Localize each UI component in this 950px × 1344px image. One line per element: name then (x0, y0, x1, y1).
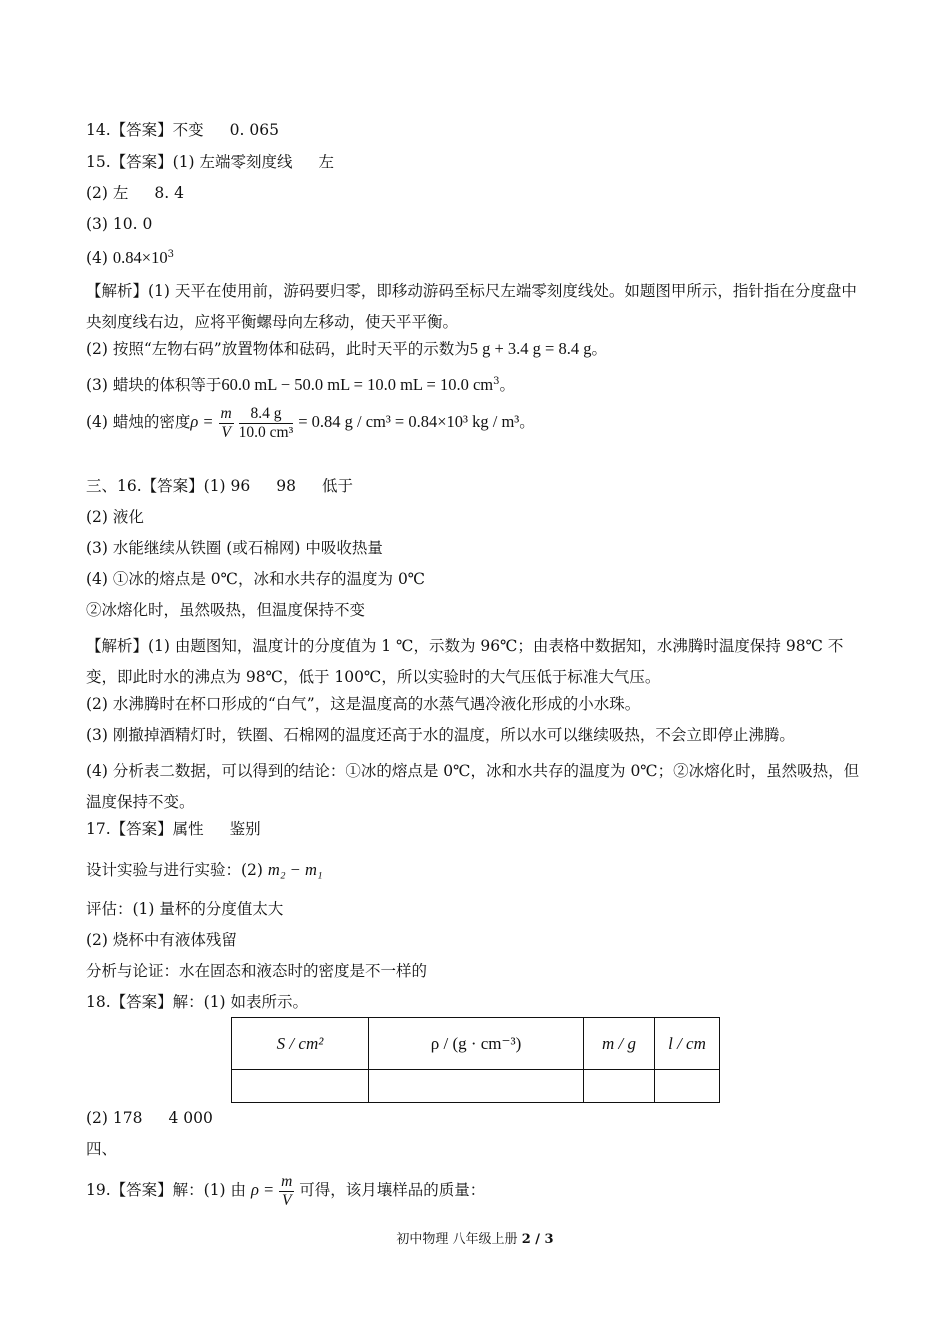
q16-explanation-4: (4) 分析表二数据，可以得到的结论：①冰的熔点是 0℃，冰和水共存的温度为 0℃；②冰熔化时，虽然吸热，但温度保持不变。 (86, 762, 860, 811)
q17-design (86, 860, 323, 880)
q17-eval-1: 评估：(1) 量杯的分度值太大 (86, 900, 284, 918)
q16-explanation-2: (2) 水沸腾时在杯口形成的“白气”，这是温度高的水蒸气遇冷液化形成的小水珠。 (86, 695, 641, 713)
q16-line-3: (3) 水能继续从铁圈 (或石棉网) 中吸收热量 (86, 539, 383, 557)
q15-exp4-end: 。 (519, 413, 535, 431)
q19-line-1 (86, 1170, 485, 1210)
q18-table-cell (655, 1070, 720, 1103)
q15-a2-value: 8. 4 (154, 184, 184, 202)
q15-explanation-4 (86, 402, 535, 442)
q18-table-header-s: S / cm² (232, 1018, 369, 1070)
q19-label: 19.【答案】解：(1) 由 (86, 1181, 247, 1199)
page-number: 2 / 3 (521, 1232, 554, 1247)
q15-line-2 (86, 183, 184, 203)
q18-table-header-row (232, 1018, 720, 1070)
q15-exp3-exp: 3 (493, 376, 500, 387)
q18-a2-value: 4 000 (168, 1109, 213, 1127)
q15-line-3: (3) 10. 0 (86, 215, 153, 233)
q17-analysis: 分析与论证：水在固态和液态时的密度是不一样的 (86, 962, 428, 980)
q18-line-1: 18.【答案】解：(1) 如表所示。 (86, 993, 309, 1011)
q17-a1-label: 17.【答案】属性 (86, 820, 204, 838)
q19-rho: ρ = (250, 1180, 275, 1199)
q17-line-1 (86, 819, 261, 839)
q15-exp4-rest: = 0.84 g / cm³ = 0.84×10³ kg / m³ (298, 412, 520, 431)
q14-line (86, 120, 279, 140)
q17-design-math: m₂ − m₁ (267, 860, 323, 879)
q18-line-2 (86, 1108, 213, 1128)
q18-table-header-m: m / g (584, 1018, 655, 1070)
q15-exp2-end: 。 (591, 340, 607, 358)
q15-exp4-text: (4) 蜡烛的密度 (86, 413, 191, 431)
q17-design-label: 设计实验与进行实验：(2) (86, 861, 263, 879)
q16-a1-label: 三、16.【答案】(1) 96 (86, 477, 251, 495)
q16-line-4: (4) ①冰的熔点是 0℃，冰和水共存的温度为 0℃ (86, 570, 426, 588)
q19-rest: 可得，该月壤样品的质量： (299, 1181, 486, 1199)
q15-exp4-fv: V (221, 423, 231, 441)
q16-line-2: (2) 液化 (86, 508, 144, 526)
q15-explanation-2 (86, 339, 607, 359)
q15-exp4-fraction-mv (219, 405, 234, 442)
q15-a4-math: 0.84×10 (112, 248, 168, 268)
footer-text: 初中物理 八年级上册 (396, 1232, 518, 1247)
q18-table-empty-row (232, 1070, 720, 1103)
q16-explanation-3: (3) 刚撤掉酒精灯时，铁圈、石棉网的温度还高于水的温度，所以水可以继续吸热，不会立即停止沸腾。 (86, 726, 795, 744)
q15-exp4-fn: 8.4 g (239, 405, 294, 424)
q15-a2-label: (2) 左 (86, 184, 129, 202)
q17-a1-value: 鉴别 (229, 820, 261, 838)
q15-exp3-text: (3) 蜡块的体积等于 (86, 376, 222, 395)
section-4-heading: 四、 (86, 1140, 118, 1158)
q18-table-cell (232, 1070, 369, 1103)
q15-exp2-math: 5 g + 3.4 g = 8.4 g (469, 339, 592, 358)
q15-exp3-math: 60.0 mL − 50.0 mL = 10.0 mL = 10.0 cm (221, 375, 494, 395)
q15-exp4-fm: m (220, 404, 232, 422)
q19-fm: m (281, 1172, 293, 1190)
q16-a1-v2: 98 (276, 477, 296, 495)
q18-table (231, 1017, 720, 1103)
q15-a4-label: (4) (86, 249, 108, 268)
q15-a4-exp: 3 (167, 249, 174, 260)
q15-exp4-rho: ρ = (190, 412, 214, 431)
q19-fraction (279, 1173, 294, 1210)
q15-a1-value: 左 (318, 153, 335, 171)
q18-table-header-l: l / cm (655, 1018, 720, 1070)
q19-fv: V (281, 1191, 292, 1209)
q15-line-4 (86, 245, 174, 268)
q18-table-cell (584, 1070, 655, 1103)
q15-exp4-fd: 10.0 cm³ (238, 423, 294, 441)
q15-exp4-fraction-values (239, 405, 294, 442)
q16-line-5: ②冰熔化时，虽然吸热，但温度保持不变 (86, 601, 366, 619)
q16-a1-v3: 低于 (322, 477, 354, 495)
q18-table-cell (369, 1070, 584, 1103)
q16-explanation-1: 【解析】(1) 由题图知，温度计的分度值为 1 ℃，示数为 96℃；由表格中数据知，水沸腾时温度保持 98℃ 不变，即此时水的沸点为 98℃，低于 100℃，所以实验时的大气压低于标准大气压。 (86, 637, 844, 686)
q15-explanation-1: 【解析】(1) 天平在使用前，游码要归零，即移动游码至标尺左端零刻度线处。如题图甲所示，指针指在分度盘中央刻度线右边，应将平衡螺母向左移动，使天平平衡。 (86, 282, 857, 331)
q15-exp3-end: 。 (499, 376, 516, 395)
q15-explanation-3 (86, 372, 515, 395)
q14-value: 0. 065 (229, 121, 279, 139)
page-footer (0, 1228, 950, 1247)
q18-a2-label: (2) 178 (86, 1109, 143, 1127)
q15-line-1 (86, 152, 334, 172)
q15-exp2-text: (2) 按照“左物右码”放置物体和砝码，此时天平的示数为 (86, 340, 470, 358)
q14-label: 14.【答案】不变 (86, 121, 204, 139)
q17-eval-2: (2) 烧杯中有液体残留 (86, 931, 237, 949)
q15-a1-label: 15.【答案】(1) 左端零刻度线 (86, 153, 293, 171)
q18-table-header-rho: ρ / (g · cm⁻³) (369, 1018, 584, 1070)
q16-line-1 (86, 476, 353, 496)
